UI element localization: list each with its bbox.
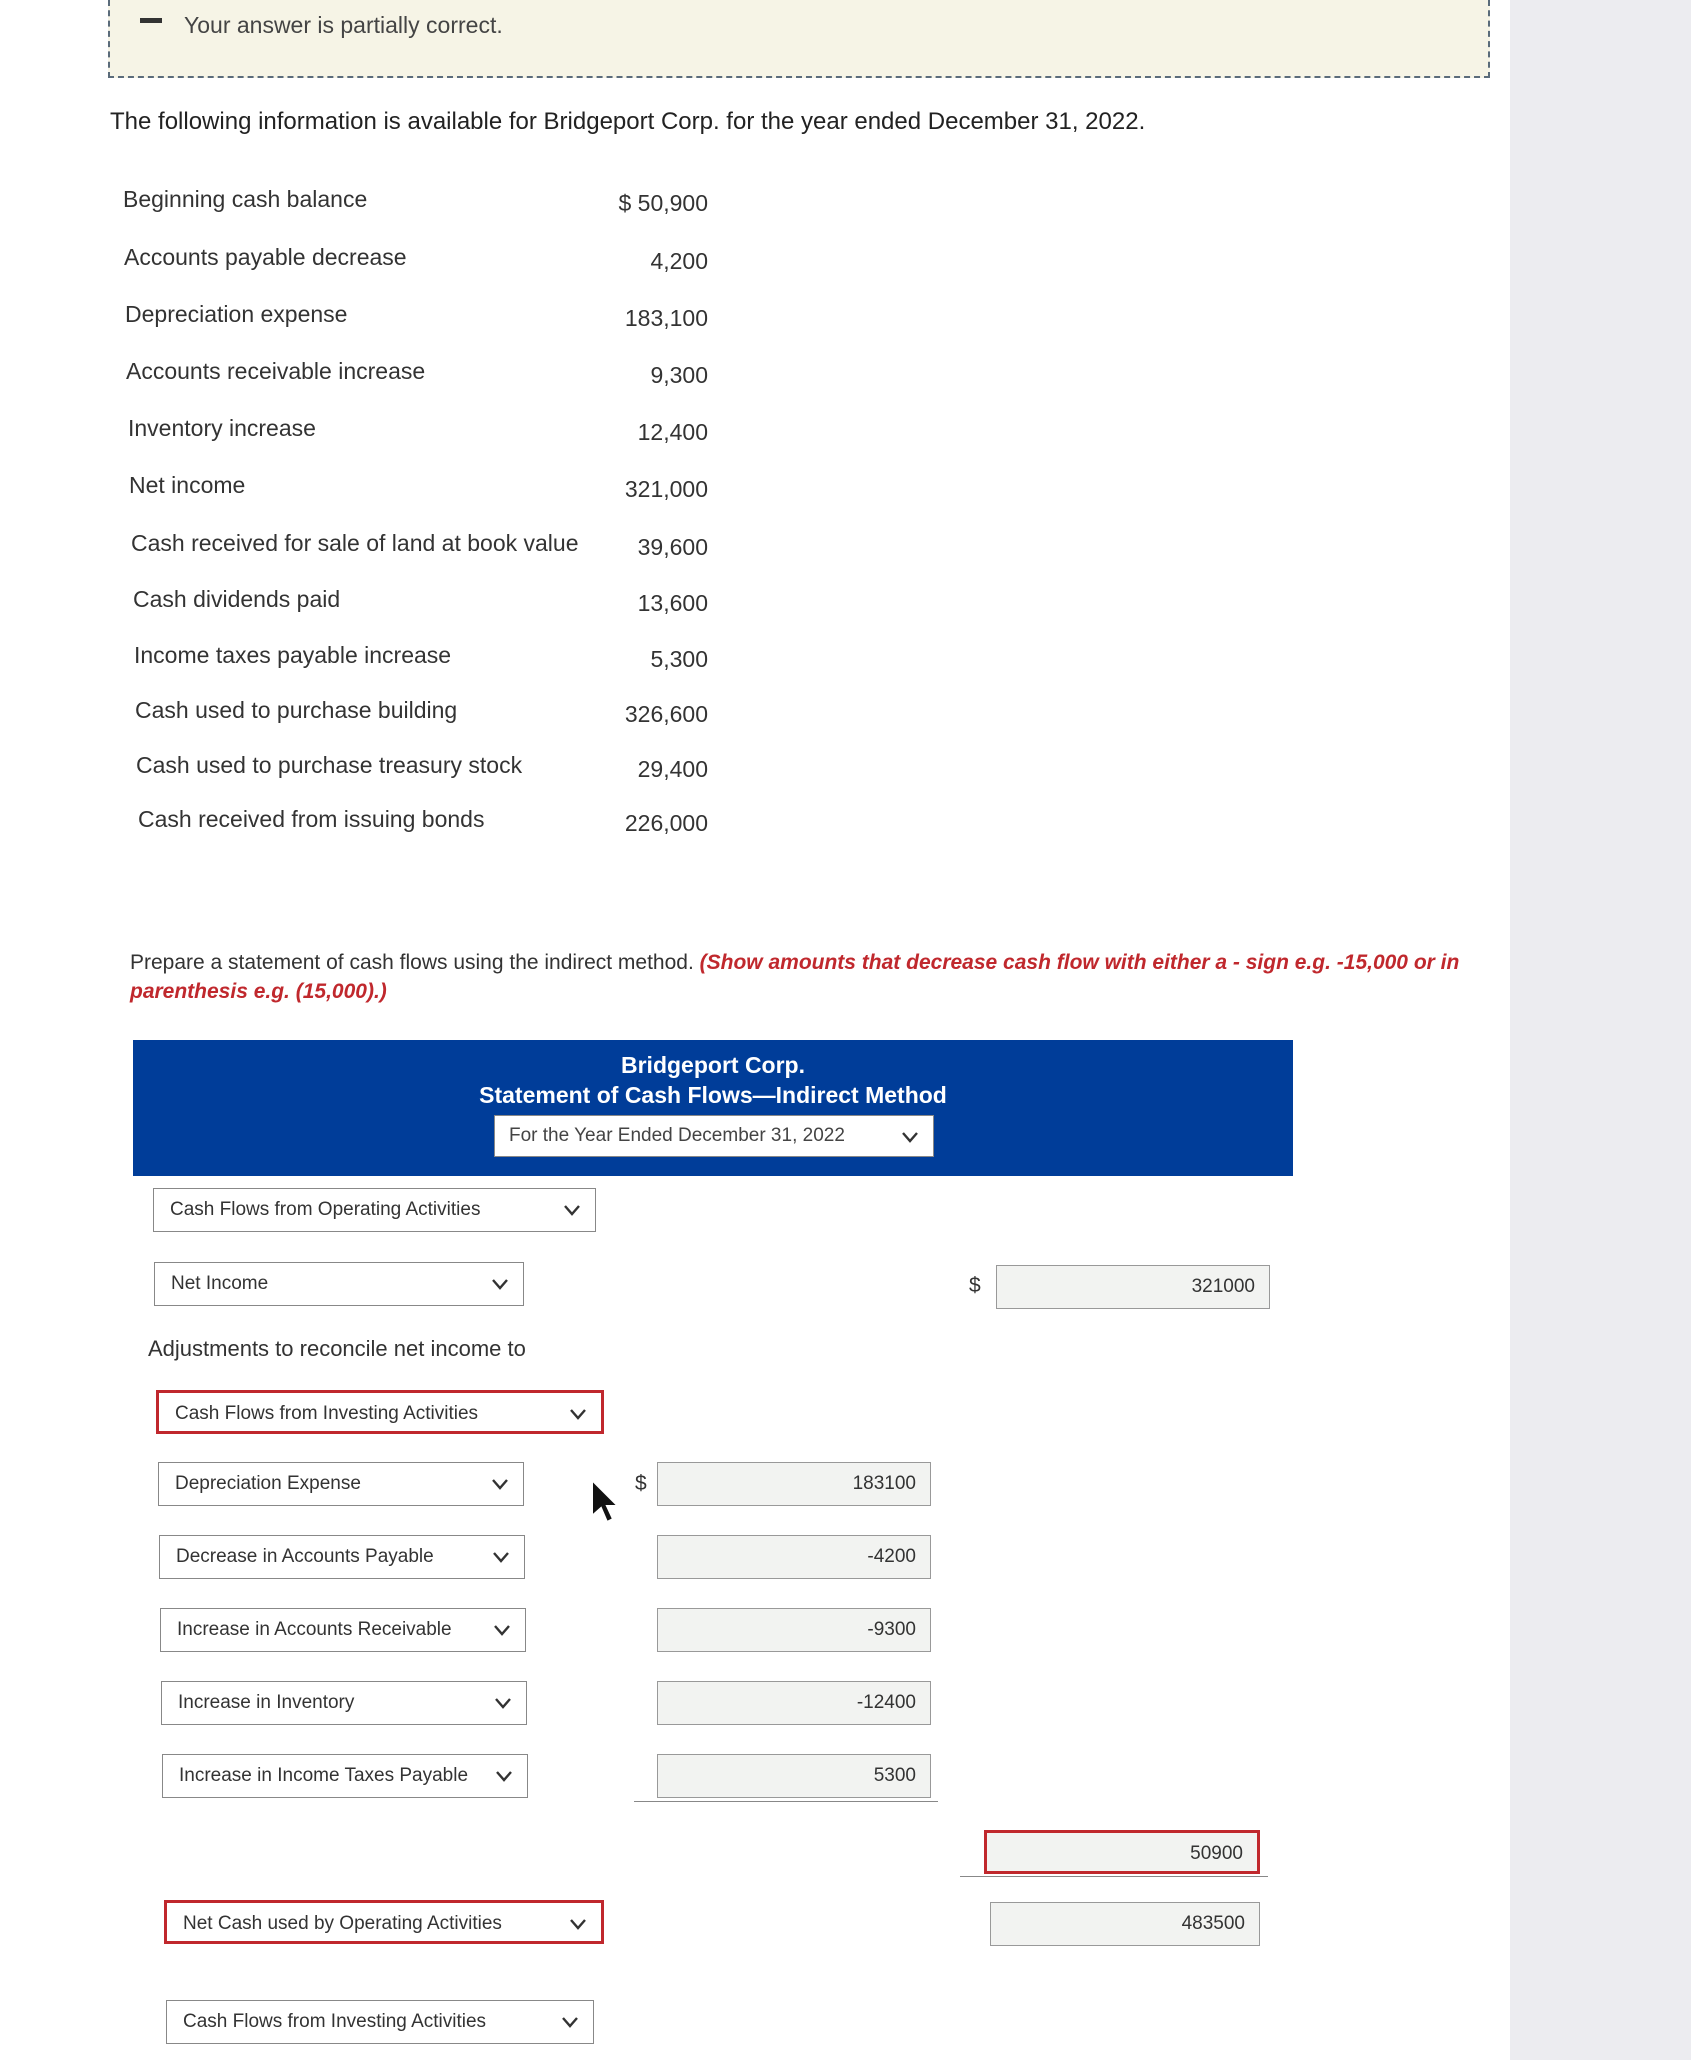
adjustment-label: Depreciation Expense [175, 1473, 361, 1494]
net-operating-label: Net Cash used by Operating Activities [183, 1913, 502, 1934]
adjustment-label: Increase in Accounts Receivable [177, 1619, 452, 1640]
chevron-down-icon [569, 1915, 587, 1933]
company-name: Bridgeport Corp. [621, 1052, 805, 1078]
adjustments-dropdown-label: Cash Flows from Investing Activities [175, 1403, 479, 1424]
info-value: 12,400 [637, 419, 708, 445]
mouse-pointer-icon [590, 1478, 620, 1526]
info-row [128, 415, 708, 455]
instructions [130, 948, 1470, 1006]
info-row [136, 752, 708, 792]
adjustment-dropdown[interactable] [158, 1462, 524, 1506]
info-value: 326,600 [624, 701, 708, 727]
info-row [135, 697, 708, 737]
adjustment-label: Decrease in Accounts Payable [176, 1546, 434, 1567]
info-value: 9,300 [650, 362, 708, 388]
dollar-sign: $ [635, 1472, 647, 1495]
info-row [124, 244, 708, 284]
info-label: Cash dividends paid [133, 586, 341, 612]
info-value: 183,100 [624, 305, 708, 331]
operating-section-label: Cash Flows from Operating Activities [170, 1199, 481, 1220]
info-row [133, 586, 708, 626]
adjustment-label: Increase in Inventory [178, 1692, 355, 1713]
instructions-hint: (Show amounts that decrease cash flow with either a - sign e.g. -15,000 or in parenthesis e.g. (15,000).) [130, 951, 1460, 1003]
net-income-value: 321000 [1191, 1276, 1255, 1297]
info-label: Accounts payable decrease [124, 244, 407, 270]
period-dropdown-label: For the Year Ended December 31, 2022 [509, 1125, 845, 1146]
info-label: Accounts receivable increase [126, 358, 426, 384]
adjustment-amount-field[interactable] [657, 1535, 931, 1579]
chevron-down-icon [901, 1128, 919, 1146]
info-value: 5,300 [650, 646, 708, 672]
adjustment-amount: -9300 [867, 1619, 916, 1640]
chevron-down-icon [495, 1767, 513, 1785]
info-row [126, 358, 708, 398]
info-label: Cash received from issuing bonds [138, 806, 485, 832]
adjustments-total-field[interactable] [984, 1830, 1260, 1874]
info-value: 13,600 [637, 590, 708, 616]
info-label: Income taxes payable increase [134, 642, 452, 668]
info-label: Cash received for sale of land at book value [131, 530, 579, 556]
chevron-down-icon [491, 1475, 509, 1493]
operating-section-dropdown[interactable] [153, 1188, 596, 1232]
info-value: 4,200 [650, 248, 708, 274]
adjustment-dropdown[interactable] [162, 1754, 528, 1798]
info-value: 321,000 [624, 476, 708, 502]
period-dropdown[interactable] [494, 1115, 934, 1157]
chevron-down-icon [492, 1548, 510, 1566]
minus-icon [140, 18, 162, 23]
info-label: Cash used to purchase building [135, 697, 458, 723]
info-label: Net income [129, 472, 246, 498]
net-operating-field[interactable] [990, 1902, 1260, 1946]
adjustment-amount: 5300 [873, 1765, 916, 1786]
chevron-down-icon [569, 1405, 587, 1423]
info-label: Depreciation expense [125, 301, 348, 327]
adjustment-dropdown[interactable] [159, 1535, 525, 1579]
info-label: Inventory increase [128, 415, 316, 441]
net-income-dropdown[interactable] [154, 1262, 524, 1306]
problem-intro: The following information is available for Bridgeport Corp. for the year ended December 31, 2022. [110, 108, 1146, 135]
subtotal-underline [634, 1801, 938, 1802]
info-row [125, 301, 708, 341]
info-row [129, 472, 708, 512]
chevron-down-icon [493, 1621, 511, 1639]
adjustments-total-value: 50900 [1190, 1843, 1243, 1864]
info-label: Cash used to purchase treasury stock [136, 752, 523, 778]
info-row [123, 186, 708, 226]
investing-section-label: Cash Flows from Investing Activities [183, 2011, 487, 2032]
chevron-down-icon [563, 1201, 581, 1219]
adjustment-amount-field[interactable] [657, 1608, 931, 1652]
net-income-field[interactable] [996, 1265, 1270, 1309]
adjustments-dropdown[interactable] [156, 1390, 604, 1434]
info-value: 29,400 [637, 756, 708, 782]
total-underline [960, 1876, 1268, 1877]
info-row [131, 530, 708, 570]
chevron-down-icon [491, 1275, 509, 1293]
info-label: Beginning cash balance [123, 186, 368, 212]
adjustments-label: Adjustments to reconcile net income to [148, 1336, 526, 1361]
info-row [134, 642, 708, 682]
adjustment-dropdown[interactable] [160, 1608, 526, 1652]
statement-header [133, 1040, 1293, 1176]
net-income-label: Net Income [171, 1273, 269, 1294]
investing-section-dropdown[interactable] [166, 2000, 594, 2044]
chevron-down-icon [561, 2013, 579, 2031]
adjustment-amount: -12400 [856, 1692, 916, 1713]
adjustment-label: Increase in Income Taxes Payable [179, 1765, 469, 1786]
net-operating-value: 483500 [1181, 1913, 1245, 1934]
net-operating-dropdown[interactable] [164, 1900, 604, 1944]
page-gutter [1510, 0, 1691, 2060]
adjustment-dropdown[interactable] [161, 1681, 527, 1725]
feedback-message: Your answer is partially correct. [184, 12, 503, 38]
info-value: 39,600 [637, 534, 708, 560]
info-value: 226,000 [624, 810, 708, 836]
feedback-banner [108, 0, 1490, 78]
dollar-sign: $ [969, 1274, 981, 1297]
info-row [138, 806, 708, 846]
info-value: $ 50,900 [618, 190, 708, 216]
adjustment-amount: -4200 [867, 1546, 916, 1567]
instructions-text: Prepare a statement of cash flows using the indirect method. [130, 951, 700, 974]
statement-title: Statement of Cash Flows—Indirect Method [479, 1082, 947, 1108]
adjustment-amount-field[interactable] [657, 1681, 931, 1725]
adjustment-amount-field[interactable] [657, 1754, 931, 1798]
chevron-down-icon [494, 1694, 512, 1712]
adjustment-amount: 183100 [852, 1473, 916, 1494]
adjustment-amount-field[interactable] [657, 1462, 931, 1506]
